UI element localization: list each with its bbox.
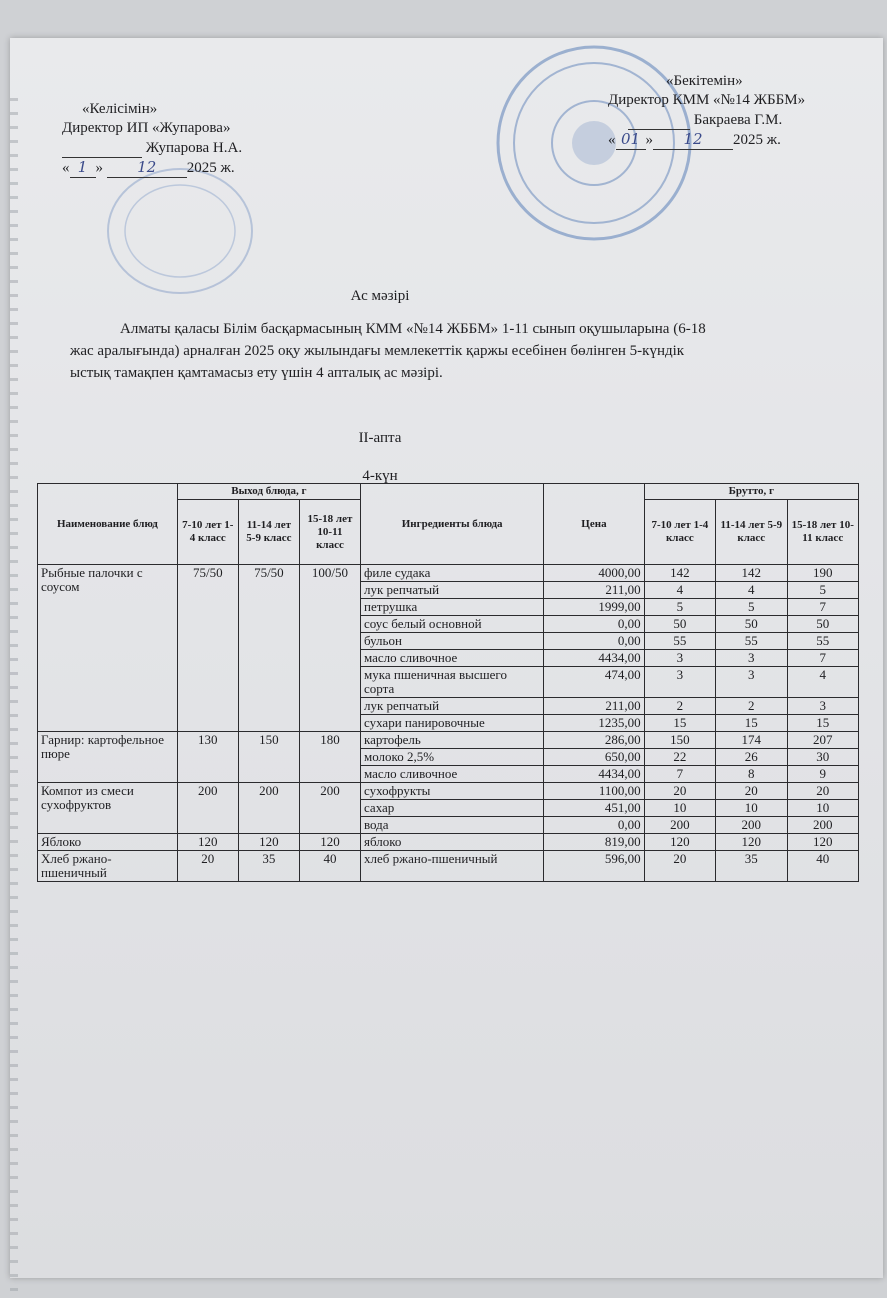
- brutto-value: 3: [644, 650, 715, 667]
- approval-right-date: « 01 » 12 2025 ж.: [608, 130, 781, 148]
- table-row: [38, 851, 859, 882]
- approval-left-line2: Директор ИП «Жупарова»: [62, 120, 231, 136]
- brutto-value: 8: [716, 766, 787, 783]
- dish-name: Рыбные палочки с соусом: [38, 565, 178, 732]
- ingredient-price: 474,00: [544, 667, 644, 698]
- ingredient-name: мука пшеничная высшего сорта: [361, 667, 544, 698]
- ingredient-price: 286,00: [544, 732, 644, 749]
- signature-left: [62, 138, 142, 158]
- ingredient-price: 0,00: [544, 633, 644, 650]
- ingredient-name: соус белый основной: [361, 616, 544, 633]
- dish-output: 200: [238, 783, 299, 834]
- ingredient-price: 1999,00: [544, 599, 644, 616]
- day-label: 4-күн: [362, 468, 398, 484]
- header-output-a: 7-10 лет 1-4 класс: [177, 500, 238, 565]
- brutto-value: 3: [716, 667, 787, 698]
- brutto-value: 5: [716, 599, 787, 616]
- ingredient-name: сухофрукты: [361, 783, 544, 800]
- ingredient-price: 650,00: [544, 749, 644, 766]
- table-row: [38, 783, 859, 800]
- signature-right: [628, 110, 690, 130]
- ingredient-price: 451,00: [544, 800, 644, 817]
- doc-description: Алматы қаласы Білім басқармасының КММ «№14 ЖББМ» 1-11 сынып оқушыларына (6-18 жас аралығында) арналған 2025 оқу жылындағы мемлекеттік қаржы есебінен бөлінген 5-күндік ыстық тамақпен қамтамасыз ету үшін 4 апталық ас мәзірі.: [70, 321, 706, 381]
- brutto-value: 10: [787, 800, 859, 817]
- header-price: Цена: [544, 484, 644, 565]
- brutto-value: 4: [787, 667, 859, 698]
- approval-left-line1: «Келісімін»: [82, 101, 158, 117]
- brutto-value: 3: [787, 698, 859, 715]
- header-output: Выход блюда, г: [177, 484, 360, 500]
- brutto-value: 30: [787, 749, 859, 766]
- brutto-value: 142: [716, 565, 787, 582]
- ingredient-price: 211,00: [544, 698, 644, 715]
- header-ingredients: Ингредиенты блюда: [361, 484, 544, 565]
- table-row: [38, 565, 859, 582]
- brutto-value: 3: [644, 667, 715, 698]
- brutto-value: 120: [787, 834, 859, 851]
- brutto-value: 2: [716, 698, 787, 715]
- brutto-value: 150: [644, 732, 715, 749]
- brutto-value: 20: [644, 851, 715, 882]
- date-right-day: 01: [616, 130, 646, 150]
- brutto-value: 50: [644, 616, 715, 633]
- approval-left-date: « 1 » 12 2025 ж.: [62, 158, 235, 176]
- header-output-c: 15-18 лет 10-11 класс: [299, 500, 360, 565]
- brutto-value: 50: [716, 616, 787, 633]
- date-left-month: 12: [107, 158, 187, 178]
- brutto-value: 55: [787, 633, 859, 650]
- header-brutto-b: 11-14 лет 5-9 класс: [716, 500, 787, 565]
- ingredient-price: 596,00: [544, 851, 644, 882]
- ingredient-name: бульон: [361, 633, 544, 650]
- table-row: [38, 834, 859, 851]
- date-right-year: 2025 ж.: [733, 132, 781, 148]
- brutto-value: 15: [716, 715, 787, 732]
- dish-output: 40: [299, 851, 360, 882]
- dish-output: 120: [238, 834, 299, 851]
- ingredient-price: 0,00: [544, 817, 644, 834]
- dish-output: 100/50: [299, 565, 360, 732]
- brutto-value: 200: [716, 817, 787, 834]
- date-right-month: 12: [653, 130, 733, 150]
- header-brutto-c: 15-18 лет 10-11 класс: [787, 500, 859, 565]
- ingredient-name: яблоко: [361, 834, 544, 851]
- table-row: [38, 732, 859, 749]
- brutto-value: 22: [644, 749, 715, 766]
- approval-right-signature-line: [608, 110, 805, 130]
- brutto-value: 200: [787, 817, 859, 834]
- ingredient-name: хлеб ржано-пшеничный: [361, 851, 544, 882]
- brutto-value: 50: [787, 616, 859, 633]
- brutto-value: 142: [644, 565, 715, 582]
- brutto-value: 4: [716, 582, 787, 599]
- brutto-value: 5: [787, 582, 859, 599]
- ingredient-price: 211,00: [544, 582, 644, 599]
- brutto-value: 10: [644, 800, 715, 817]
- brutto-value: 55: [716, 633, 787, 650]
- ingredient-price: 0,00: [544, 616, 644, 633]
- ingredient-name: молоко 2,5%: [361, 749, 544, 766]
- ingredient-name: лук репчатый: [361, 698, 544, 715]
- dish-output: 130: [177, 732, 238, 783]
- approval-right-line3: Бакраева Г.М.: [693, 112, 783, 128]
- dish-name: Гарнир: картофельное пюре: [38, 732, 178, 783]
- brutto-value: 55: [644, 633, 715, 650]
- dish-output: 200: [177, 783, 238, 834]
- ingredient-price: 819,00: [544, 834, 644, 851]
- doc-title: Ас мәзірі: [350, 288, 410, 304]
- brutto-value: 7: [787, 650, 859, 667]
- dish-output: 120: [177, 834, 238, 851]
- ingredient-name: сухари панировочные: [361, 715, 544, 732]
- binder-holes: [10, 98, 18, 1298]
- header-brutto-a: 7-10 лет 1-4 класс: [644, 500, 715, 565]
- dish-output: 35: [238, 851, 299, 882]
- header-brutto: Брутто, г: [644, 484, 858, 500]
- dish-output: 20: [177, 851, 238, 882]
- brutto-value: 207: [787, 732, 859, 749]
- approval-left-signature-line: [62, 138, 242, 158]
- left-stamp-seal: [100, 166, 260, 301]
- ingredient-name: вода: [361, 817, 544, 834]
- approval-right-line2: Директор КММ «№14 ЖББМ»: [608, 92, 806, 108]
- ingredient-name: лук репчатый: [361, 582, 544, 599]
- brutto-value: 174: [716, 732, 787, 749]
- ingredient-name: масло сливочное: [361, 766, 544, 783]
- brutto-value: 7: [787, 599, 859, 616]
- brutto-value: 26: [716, 749, 787, 766]
- approval-left: [62, 100, 242, 178]
- brutto-value: 7: [644, 766, 715, 783]
- brutto-value: 3: [716, 650, 787, 667]
- ingredient-name: петрушка: [361, 599, 544, 616]
- brutto-value: 9: [787, 766, 859, 783]
- date-left-year: 2025 ж.: [186, 160, 235, 176]
- ingredient-price: 4434,00: [544, 650, 644, 667]
- dish-name: Яблоко: [38, 834, 178, 851]
- dish-output: 180: [299, 732, 360, 783]
- dish-output: 120: [299, 834, 360, 851]
- dish-output: 200: [299, 783, 360, 834]
- dish-output: 75/50: [177, 565, 238, 732]
- brutto-value: 15: [787, 715, 859, 732]
- dish-output: 150: [238, 732, 299, 783]
- brutto-value: 190: [787, 565, 859, 582]
- brutto-value: 200: [644, 817, 715, 834]
- approval-left-line3: Жупарова Н.А.: [145, 140, 243, 156]
- brutto-value: 10: [716, 800, 787, 817]
- ingredient-price: 4000,00: [544, 565, 644, 582]
- brutto-value: 5: [644, 599, 715, 616]
- brutto-value: 20: [644, 783, 715, 800]
- brutto-value: 20: [716, 783, 787, 800]
- menu-table: [37, 483, 859, 882]
- ingredient-name: филе судака: [361, 565, 544, 582]
- document-sheet: [10, 38, 883, 1278]
- brutto-value: 15: [644, 715, 715, 732]
- week-label: II-апта: [358, 430, 402, 446]
- brutto-value: 40: [787, 851, 859, 882]
- header-dish-name: Наименование блюд: [38, 484, 178, 565]
- ingredient-name: масло сливочное: [361, 650, 544, 667]
- dish-output: 75/50: [238, 565, 299, 732]
- date-left-day: 1: [70, 158, 96, 178]
- brutto-value: 4: [644, 582, 715, 599]
- ingredient-price: 1235,00: [544, 715, 644, 732]
- header-output-b: 11-14 лет 5-9 класс: [238, 500, 299, 565]
- ingredient-name: картофель: [361, 732, 544, 749]
- brutto-value: 35: [716, 851, 787, 882]
- brutto-value: 120: [716, 834, 787, 851]
- brutto-value: 120: [644, 834, 715, 851]
- approval-right: [608, 72, 805, 150]
- dish-name: Компот из смеси сухофруктов: [38, 783, 178, 834]
- ingredient-price: 4434,00: [544, 766, 644, 783]
- ingredient-name: сахар: [361, 800, 544, 817]
- brutto-value: 2: [644, 698, 715, 715]
- brutto-value: 20: [787, 783, 859, 800]
- ingredient-price: 1100,00: [544, 783, 644, 800]
- approval-right-line1: «Бекітемін»: [666, 73, 743, 89]
- dish-name: Хлеб ржано-пшеничный: [38, 851, 178, 882]
